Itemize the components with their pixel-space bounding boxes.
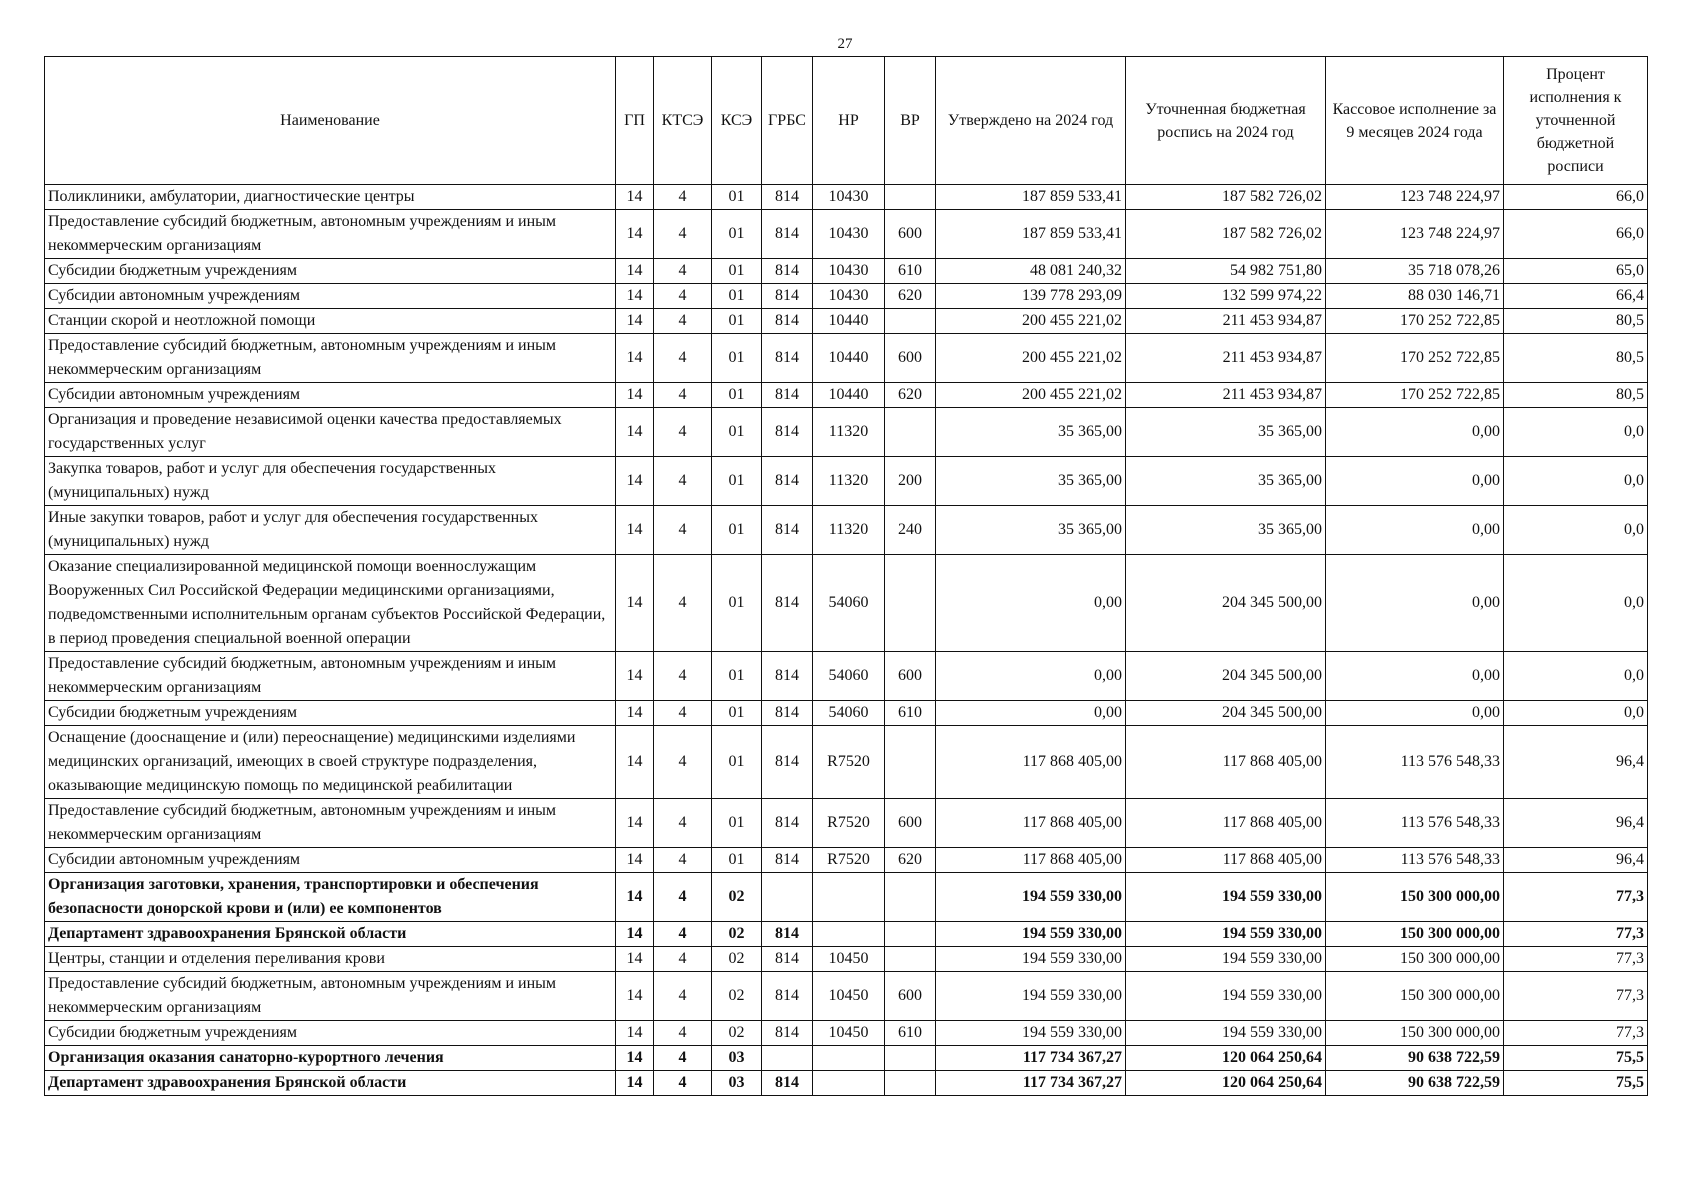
table-row <box>45 1046 1648 1071</box>
cell-percent: 66,4 <box>1504 284 1648 309</box>
cell-cash: 0,00 <box>1326 652 1504 701</box>
cell-refined: 187 582 726,02 <box>1126 210 1326 259</box>
cell-percent: 75,5 <box>1504 1071 1648 1096</box>
header-percent: Процент исполнения к уточненной бюджетной росписи <box>1504 57 1648 185</box>
cell-gp: 14 <box>616 972 654 1021</box>
cell-vr <box>885 726 936 799</box>
cell-ktse: 4 <box>654 506 712 555</box>
cell-name: Предоставление субсидий бюджетным, автономным учреждениям и иным некоммерческим организациям <box>45 799 616 848</box>
cell-nr: 54060 <box>813 652 885 701</box>
cell-refined: 117 868 405,00 <box>1126 726 1326 799</box>
cell-kse: 01 <box>712 259 762 284</box>
cell-grbs: 814 <box>762 506 813 555</box>
header-grbs: ГРБС <box>762 57 813 185</box>
cell-cash: 150 300 000,00 <box>1326 947 1504 972</box>
header-approved: Утверждено на 2024 год <box>936 57 1126 185</box>
cell-kse: 03 <box>712 1071 762 1096</box>
cell-nr: 11320 <box>813 506 885 555</box>
cell-name: Центры, станции и отделения переливания крови <box>45 947 616 972</box>
cell-name: Субсидии автономным учреждениям <box>45 848 616 873</box>
cell-name: Станции скорой и неотложной помощи <box>45 309 616 334</box>
cell-nr: 10430 <box>813 259 885 284</box>
cell-percent: 77,3 <box>1504 1021 1648 1046</box>
cell-cash: 113 576 548,33 <box>1326 799 1504 848</box>
cell-kse: 02 <box>712 947 762 972</box>
table-row <box>45 726 1648 799</box>
cell-approved: 0,00 <box>936 701 1126 726</box>
cell-refined: 35 365,00 <box>1126 408 1326 457</box>
cell-percent: 65,0 <box>1504 259 1648 284</box>
cell-kse: 02 <box>712 1021 762 1046</box>
cell-refined: 211 453 934,87 <box>1126 383 1326 408</box>
cell-approved: 139 778 293,09 <box>936 284 1126 309</box>
cell-grbs: 814 <box>762 972 813 1021</box>
cell-percent: 77,3 <box>1504 947 1648 972</box>
cell-percent: 77,3 <box>1504 873 1648 922</box>
cell-gp: 14 <box>616 652 654 701</box>
cell-cash: 90 638 722,59 <box>1326 1071 1504 1096</box>
cell-kse: 01 <box>712 408 762 457</box>
cell-gp: 14 <box>616 1071 654 1096</box>
cell-vr: 600 <box>885 799 936 848</box>
cell-name: Организация и проведение независимой оценки качества предоставляемых государственных услуг <box>45 408 616 457</box>
cell-nr: 10430 <box>813 210 885 259</box>
cell-kse: 01 <box>712 284 762 309</box>
cell-percent: 77,3 <box>1504 972 1648 1021</box>
header-kse: КСЭ <box>712 57 762 185</box>
cell-percent: 0,0 <box>1504 701 1648 726</box>
cell-vr: 600 <box>885 210 936 259</box>
cell-gp: 14 <box>616 185 654 210</box>
cell-name: Организация заготовки, хранения, транспортировки и обеспечения безопасности донорской крови и (или) ее компонентов <box>45 873 616 922</box>
cell-approved: 200 455 221,02 <box>936 383 1126 408</box>
cell-grbs: 814 <box>762 652 813 701</box>
cell-kse: 01 <box>712 334 762 383</box>
cell-ktse: 4 <box>654 701 712 726</box>
cell-ktse: 4 <box>654 1071 712 1096</box>
table-header-row <box>45 57 1648 185</box>
cell-nr: 11320 <box>813 457 885 506</box>
cell-grbs: 814 <box>762 408 813 457</box>
cell-name: Предоставление субсидий бюджетным, автономным учреждениям и иным некоммерческим организациям <box>45 652 616 701</box>
cell-ktse: 4 <box>654 185 712 210</box>
cell-gp: 14 <box>616 383 654 408</box>
cell-ktse: 4 <box>654 309 712 334</box>
cell-percent: 77,3 <box>1504 922 1648 947</box>
cell-gp: 14 <box>616 947 654 972</box>
cell-ktse: 4 <box>654 210 712 259</box>
cell-nr: 54060 <box>813 701 885 726</box>
cell-approved: 187 859 533,41 <box>936 210 1126 259</box>
cell-refined: 187 582 726,02 <box>1126 185 1326 210</box>
cell-approved: 0,00 <box>936 555 1126 652</box>
cell-ktse: 4 <box>654 726 712 799</box>
cell-grbs: 814 <box>762 383 813 408</box>
cell-refined: 194 559 330,00 <box>1126 922 1326 947</box>
cell-grbs: 814 <box>762 922 813 947</box>
cell-kse: 01 <box>712 555 762 652</box>
cell-grbs: 814 <box>762 726 813 799</box>
table-row <box>45 1071 1648 1096</box>
cell-percent: 66,0 <box>1504 185 1648 210</box>
cell-cash: 90 638 722,59 <box>1326 1046 1504 1071</box>
cell-kse: 01 <box>712 799 762 848</box>
header-refined: Уточненная бюджетная роспись на 2024 год <box>1126 57 1326 185</box>
cell-vr <box>885 309 936 334</box>
cell-vr <box>885 873 936 922</box>
table-row <box>45 284 1648 309</box>
cell-ktse: 4 <box>654 259 712 284</box>
cell-name: Оказание специализированной медицинской помощи военнослужащим Вооруженных Сил Российской Федерации медицинскими организациями, подведомственными исполнительным органам субъектов Российской Федерации, в период проведения специальной военной операции <box>45 555 616 652</box>
cell-refined: 35 365,00 <box>1126 457 1326 506</box>
cell-grbs: 814 <box>762 185 813 210</box>
table-row <box>45 185 1648 210</box>
cell-kse: 01 <box>712 210 762 259</box>
table-row <box>45 383 1648 408</box>
cell-cash: 35 718 078,26 <box>1326 259 1504 284</box>
cell-nr: 10430 <box>813 185 885 210</box>
cell-grbs <box>762 1046 813 1071</box>
cell-gp: 14 <box>616 284 654 309</box>
cell-vr <box>885 947 936 972</box>
cell-grbs: 814 <box>762 947 813 972</box>
cell-name: Предоставление субсидий бюджетным, автономным учреждениям и иным некоммерческим организациям <box>45 972 616 1021</box>
cell-approved: 194 559 330,00 <box>936 972 1126 1021</box>
table-row <box>45 457 1648 506</box>
cell-approved: 194 559 330,00 <box>936 1021 1126 1046</box>
cell-nr: 10430 <box>813 284 885 309</box>
cell-cash: 0,00 <box>1326 408 1504 457</box>
cell-nr: 54060 <box>813 555 885 652</box>
table-row <box>45 506 1648 555</box>
cell-cash: 170 252 722,85 <box>1326 309 1504 334</box>
cell-nr <box>813 1046 885 1071</box>
header-name: Наименование <box>45 57 616 185</box>
cell-kse: 01 <box>712 185 762 210</box>
cell-grbs: 814 <box>762 701 813 726</box>
cell-name: Субсидии бюджетным учреждениям <box>45 701 616 726</box>
cell-approved: 200 455 221,02 <box>936 309 1126 334</box>
cell-ktse: 4 <box>654 334 712 383</box>
cell-refined: 35 365,00 <box>1126 506 1326 555</box>
cell-kse: 01 <box>712 457 762 506</box>
cell-approved: 35 365,00 <box>936 408 1126 457</box>
table-row <box>45 701 1648 726</box>
table-row <box>45 309 1648 334</box>
table-row <box>45 259 1648 284</box>
cell-ktse: 4 <box>654 848 712 873</box>
cell-nr: 10440 <box>813 383 885 408</box>
cell-ktse: 4 <box>654 284 712 309</box>
cell-nr <box>813 922 885 947</box>
cell-gp: 14 <box>616 799 654 848</box>
cell-kse: 01 <box>712 309 762 334</box>
cell-grbs: 814 <box>762 1021 813 1046</box>
cell-percent: 0,0 <box>1504 408 1648 457</box>
cell-vr: 620 <box>885 848 936 873</box>
table-row <box>45 922 1648 947</box>
cell-cash: 150 300 000,00 <box>1326 1021 1504 1046</box>
cell-vr <box>885 1071 936 1096</box>
cell-vr <box>885 555 936 652</box>
cell-gp: 14 <box>616 848 654 873</box>
cell-grbs: 814 <box>762 799 813 848</box>
cell-grbs: 814 <box>762 259 813 284</box>
cell-cash: 123 748 224,97 <box>1326 185 1504 210</box>
cell-cash: 88 030 146,71 <box>1326 284 1504 309</box>
cell-grbs: 814 <box>762 309 813 334</box>
cell-ktse: 4 <box>654 922 712 947</box>
cell-gp: 14 <box>616 309 654 334</box>
cell-gp: 14 <box>616 1021 654 1046</box>
cell-cash: 170 252 722,85 <box>1326 334 1504 383</box>
cell-percent: 66,0 <box>1504 210 1648 259</box>
cell-nr <box>813 1071 885 1096</box>
cell-cash: 170 252 722,85 <box>1326 383 1504 408</box>
cell-cash: 0,00 <box>1326 506 1504 555</box>
cell-ktse: 4 <box>654 555 712 652</box>
cell-cash: 113 576 548,33 <box>1326 848 1504 873</box>
cell-gp: 14 <box>616 555 654 652</box>
cell-name: Субсидии автономным учреждениям <box>45 284 616 309</box>
cell-name: Предоставление субсидий бюджетным, автономным учреждениям и иным некоммерческим организациям <box>45 210 616 259</box>
cell-refined: 117 868 405,00 <box>1126 848 1326 873</box>
cell-kse: 01 <box>712 506 762 555</box>
cell-nr: R7520 <box>813 799 885 848</box>
cell-approved: 117 734 367,27 <box>936 1071 1126 1096</box>
cell-vr <box>885 408 936 457</box>
cell-gp: 14 <box>616 506 654 555</box>
cell-ktse: 4 <box>654 799 712 848</box>
cell-kse: 01 <box>712 383 762 408</box>
cell-approved: 194 559 330,00 <box>936 873 1126 922</box>
cell-name: Субсидии автономным учреждениям <box>45 383 616 408</box>
cell-percent: 80,5 <box>1504 334 1648 383</box>
cell-nr <box>813 873 885 922</box>
cell-percent: 80,5 <box>1504 309 1648 334</box>
cell-nr: R7520 <box>813 848 885 873</box>
cell-refined: 204 345 500,00 <box>1126 652 1326 701</box>
cell-percent: 75,5 <box>1504 1046 1648 1071</box>
budget-table <box>44 56 1648 1096</box>
cell-approved: 0,00 <box>936 652 1126 701</box>
cell-refined: 194 559 330,00 <box>1126 972 1326 1021</box>
header-ktse: КТСЭ <box>654 57 712 185</box>
cell-gp: 14 <box>616 1046 654 1071</box>
cell-grbs: 814 <box>762 457 813 506</box>
cell-vr: 610 <box>885 1021 936 1046</box>
cell-kse: 02 <box>712 873 762 922</box>
cell-grbs: 814 <box>762 284 813 309</box>
cell-grbs: 814 <box>762 1071 813 1096</box>
cell-grbs: 814 <box>762 555 813 652</box>
cell-vr: 600 <box>885 652 936 701</box>
cell-refined: 204 345 500,00 <box>1126 701 1326 726</box>
cell-vr: 610 <box>885 701 936 726</box>
cell-kse: 02 <box>712 922 762 947</box>
cell-refined: 117 868 405,00 <box>1126 799 1326 848</box>
cell-refined: 211 453 934,87 <box>1126 309 1326 334</box>
cell-cash: 123 748 224,97 <box>1326 210 1504 259</box>
cell-approved: 194 559 330,00 <box>936 947 1126 972</box>
cell-name: Закупка товаров, работ и услуг для обеспечения государственных (муниципальных) нужд <box>45 457 616 506</box>
table-row <box>45 210 1648 259</box>
cell-name: Субсидии бюджетным учреждениям <box>45 259 616 284</box>
cell-grbs: 814 <box>762 334 813 383</box>
cell-ktse: 4 <box>654 1021 712 1046</box>
cell-nr: 10450 <box>813 1021 885 1046</box>
cell-vr: 620 <box>885 284 936 309</box>
cell-nr: 10440 <box>813 309 885 334</box>
cell-cash: 113 576 548,33 <box>1326 726 1504 799</box>
cell-ktse: 4 <box>654 947 712 972</box>
cell-nr: R7520 <box>813 726 885 799</box>
cell-approved: 200 455 221,02 <box>936 334 1126 383</box>
cell-gp: 14 <box>616 873 654 922</box>
cell-ktse: 4 <box>654 873 712 922</box>
cell-refined: 211 453 934,87 <box>1126 334 1326 383</box>
cell-ktse: 4 <box>654 408 712 457</box>
cell-gp: 14 <box>616 457 654 506</box>
cell-refined: 194 559 330,00 <box>1126 947 1326 972</box>
cell-refined: 204 345 500,00 <box>1126 555 1326 652</box>
cell-name: Субсидии бюджетным учреждениям <box>45 1021 616 1046</box>
cell-ktse: 4 <box>654 1046 712 1071</box>
cell-kse: 02 <box>712 972 762 1021</box>
cell-gp: 14 <box>616 210 654 259</box>
cell-vr: 240 <box>885 506 936 555</box>
cell-name: Департамент здравоохранения Брянской области <box>45 922 616 947</box>
cell-cash: 150 300 000,00 <box>1326 972 1504 1021</box>
cell-approved: 35 365,00 <box>936 457 1126 506</box>
cell-ktse: 4 <box>654 652 712 701</box>
table-row <box>45 947 1648 972</box>
cell-gp: 14 <box>616 259 654 284</box>
cell-percent: 80,5 <box>1504 383 1648 408</box>
table-row <box>45 972 1648 1021</box>
cell-refined: 194 559 330,00 <box>1126 1021 1326 1046</box>
cell-nr: 11320 <box>813 408 885 457</box>
header-nr: НР <box>813 57 885 185</box>
cell-ktse: 4 <box>654 972 712 1021</box>
cell-gp: 14 <box>616 408 654 457</box>
cell-name: Департамент здравоохранения Брянской области <box>45 1071 616 1096</box>
cell-vr: 610 <box>885 259 936 284</box>
cell-refined: 120 064 250,64 <box>1126 1071 1326 1096</box>
cell-kse: 01 <box>712 848 762 873</box>
table-row <box>45 555 1648 652</box>
cell-grbs: 814 <box>762 210 813 259</box>
cell-vr <box>885 1046 936 1071</box>
cell-refined: 120 064 250,64 <box>1126 1046 1326 1071</box>
cell-ktse: 4 <box>654 457 712 506</box>
cell-name: Поликлиники, амбулатории, диагностические центры <box>45 185 616 210</box>
cell-kse: 01 <box>712 726 762 799</box>
cell-vr <box>885 922 936 947</box>
cell-vr: 620 <box>885 383 936 408</box>
cell-ktse: 4 <box>654 383 712 408</box>
cell-nr: 10440 <box>813 334 885 383</box>
cell-approved: 194 559 330,00 <box>936 922 1126 947</box>
cell-percent: 0,0 <box>1504 457 1648 506</box>
cell-vr: 600 <box>885 972 936 1021</box>
cell-kse: 01 <box>712 701 762 726</box>
cell-vr: 600 <box>885 334 936 383</box>
table-row <box>45 334 1648 383</box>
cell-nr: 10450 <box>813 947 885 972</box>
cell-gp: 14 <box>616 726 654 799</box>
cell-percent: 96,4 <box>1504 799 1648 848</box>
table-row <box>45 799 1648 848</box>
cell-cash: 150 300 000,00 <box>1326 922 1504 947</box>
cell-cash: 0,00 <box>1326 701 1504 726</box>
cell-grbs <box>762 873 813 922</box>
table-row <box>45 652 1648 701</box>
cell-approved: 48 081 240,32 <box>936 259 1126 284</box>
cell-name: Предоставление субсидий бюджетным, автономным учреждениям и иным некоммерческим организациям <box>45 334 616 383</box>
cell-refined: 194 559 330,00 <box>1126 873 1326 922</box>
cell-cash: 0,00 <box>1326 555 1504 652</box>
cell-gp: 14 <box>616 701 654 726</box>
table-body <box>45 185 1648 1096</box>
header-cash: Кассовое исполнение за 9 месяцев 2024 года <box>1326 57 1504 185</box>
header-gp: ГП <box>616 57 654 185</box>
cell-kse: 03 <box>712 1046 762 1071</box>
cell-approved: 187 859 533,41 <box>936 185 1126 210</box>
header-vr: ВР <box>885 57 936 185</box>
cell-name: Организация оказания санаторно-курортного лечения <box>45 1046 616 1071</box>
cell-gp: 14 <box>616 334 654 383</box>
cell-refined: 54 982 751,80 <box>1126 259 1326 284</box>
cell-vr <box>885 185 936 210</box>
cell-grbs: 814 <box>762 848 813 873</box>
cell-approved: 117 868 405,00 <box>936 726 1126 799</box>
cell-cash: 0,00 <box>1326 457 1504 506</box>
cell-percent: 0,0 <box>1504 652 1648 701</box>
cell-approved: 117 868 405,00 <box>936 848 1126 873</box>
cell-percent: 96,4 <box>1504 726 1648 799</box>
cell-kse: 01 <box>712 652 762 701</box>
cell-percent: 0,0 <box>1504 555 1648 652</box>
table-row <box>45 873 1648 922</box>
table-row <box>45 1021 1648 1046</box>
cell-cash: 150 300 000,00 <box>1326 873 1504 922</box>
cell-refined: 132 599 974,22 <box>1126 284 1326 309</box>
cell-approved: 35 365,00 <box>936 506 1126 555</box>
cell-approved: 117 868 405,00 <box>936 799 1126 848</box>
cell-vr: 200 <box>885 457 936 506</box>
cell-gp: 14 <box>616 922 654 947</box>
cell-approved: 117 734 367,27 <box>936 1046 1126 1071</box>
table-row <box>45 848 1648 873</box>
cell-name: Оснащение (дооснащение и (или) переоснащение) медицинскими изделиями медицинских организаций, имеющих в своей структуре подразделения, оказывающие медицинскую помощь по медицинской реабилитации <box>45 726 616 799</box>
cell-percent: 0,0 <box>1504 506 1648 555</box>
table-row <box>45 408 1648 457</box>
page-number-text: 27 <box>837 36 853 52</box>
cell-nr: 10450 <box>813 972 885 1021</box>
cell-percent: 96,4 <box>1504 848 1648 873</box>
cell-name: Иные закупки товаров, работ и услуг для обеспечения государственных (муниципальных) нужд <box>45 506 616 555</box>
